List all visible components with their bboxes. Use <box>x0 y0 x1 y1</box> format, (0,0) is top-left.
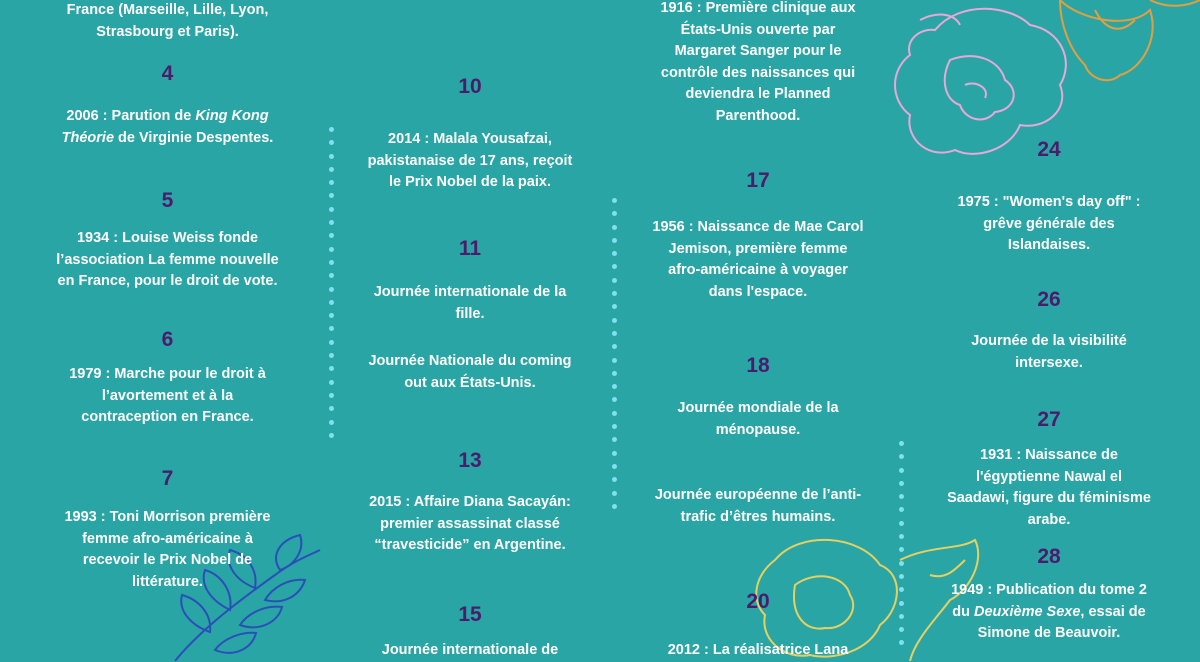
entry-text: 1934 : Louise Weiss fonde l’association La femme nouvelle en France, pour le droit de vote. <box>56 230 279 289</box>
entry-line: Théorie de Virginie Despentes. <box>61 129 274 146</box>
entry-text: 1979 : Marche pour le droit à l’avortement et à la contraception en France. <box>69 366 266 425</box>
entry-text: 2015 : Affaire Diana Sacayán: premier assassinat classé “travesticide” en Argentine. <box>369 494 571 553</box>
entry-line: 2006 : Parution de King Kong <box>66 108 269 124</box>
entry-text: Journée Nationale du coming out aux États-Unis. <box>368 353 572 391</box>
day-number: 5 <box>161 189 174 212</box>
entry-line: du Deuxième Sexe, essai de <box>952 603 1146 620</box>
day-number: 20 <box>746 590 770 613</box>
day-number: 24 <box>1037 138 1061 161</box>
day-number: 27 <box>1037 408 1061 431</box>
entry-text: Journée de la visibilité intersexe. <box>971 333 1127 371</box>
day-number: 28 <box>1037 545 1061 568</box>
day-number: 15 <box>458 603 482 626</box>
entry-text: 2012 : La réalisatrice Lana <box>667 642 849 658</box>
day-number: 4 <box>161 62 174 85</box>
day-number: 6 <box>161 328 174 351</box>
dotted-divider-3 <box>899 441 905 654</box>
entry-text: 1931 : Naissance de l'égyptienne Nawal el Saadawi, figure du féminisme arabe. <box>947 447 1151 528</box>
entry-text: Journée internationale de <box>381 642 559 658</box>
column-1 <box>30 0 305 661</box>
dotted-divider-1 <box>329 127 335 446</box>
entry-text: 1949 : Publication du tome 2 du Deuxième Sexe, essai de Simone de Beauvoir. <box>915 580 1183 645</box>
day-number: 7 <box>161 467 174 490</box>
column-2 <box>340 0 600 661</box>
dotted-divider-2 <box>612 198 618 517</box>
entry-text <box>30 106 305 149</box>
day-number: 13 <box>458 449 482 472</box>
entry-text: 1916 : Première clinique aux États-Unis ouverte par Margaret Sanger pour le contrôle des naissances qui deviendra le Planned Parenthood. <box>660 0 856 124</box>
column-4 <box>915 0 1183 661</box>
entry-text: Journée internationale de la fille. <box>373 284 567 322</box>
entry-text: 1993 : Toni Morrison première femme afro-américaine à recevoir le Prix Nobel de littérature. <box>64 509 271 590</box>
column-3 <box>628 0 888 661</box>
entry-text: 1975 : "Women's day off" : grêve générale des Islandaises. <box>957 194 1141 253</box>
entry-text: France (Marseille, Lille, Lyon, Strasbourg et Paris). <box>66 2 269 40</box>
entry-text: 1956 : Naissance de Mae Carol Jemison, première femme afro-américaine à voyager dans l'espace. <box>652 219 864 300</box>
day-number: 26 <box>1037 288 1061 311</box>
entry-text: 2014 : Malala Yousafzai, pakistanaise de 17 ans, reçoit le Prix Nobel de la paix. <box>367 131 573 190</box>
entry-text: Journée mondiale de la ménopause. <box>677 400 839 438</box>
entry-text: Journée européenne de l’anti- trafic d’êtres humains. <box>654 487 862 525</box>
day-number: 17 <box>746 169 770 192</box>
day-number: 18 <box>746 354 770 377</box>
day-number: 10 <box>458 75 482 98</box>
day-number: 11 <box>458 237 482 260</box>
